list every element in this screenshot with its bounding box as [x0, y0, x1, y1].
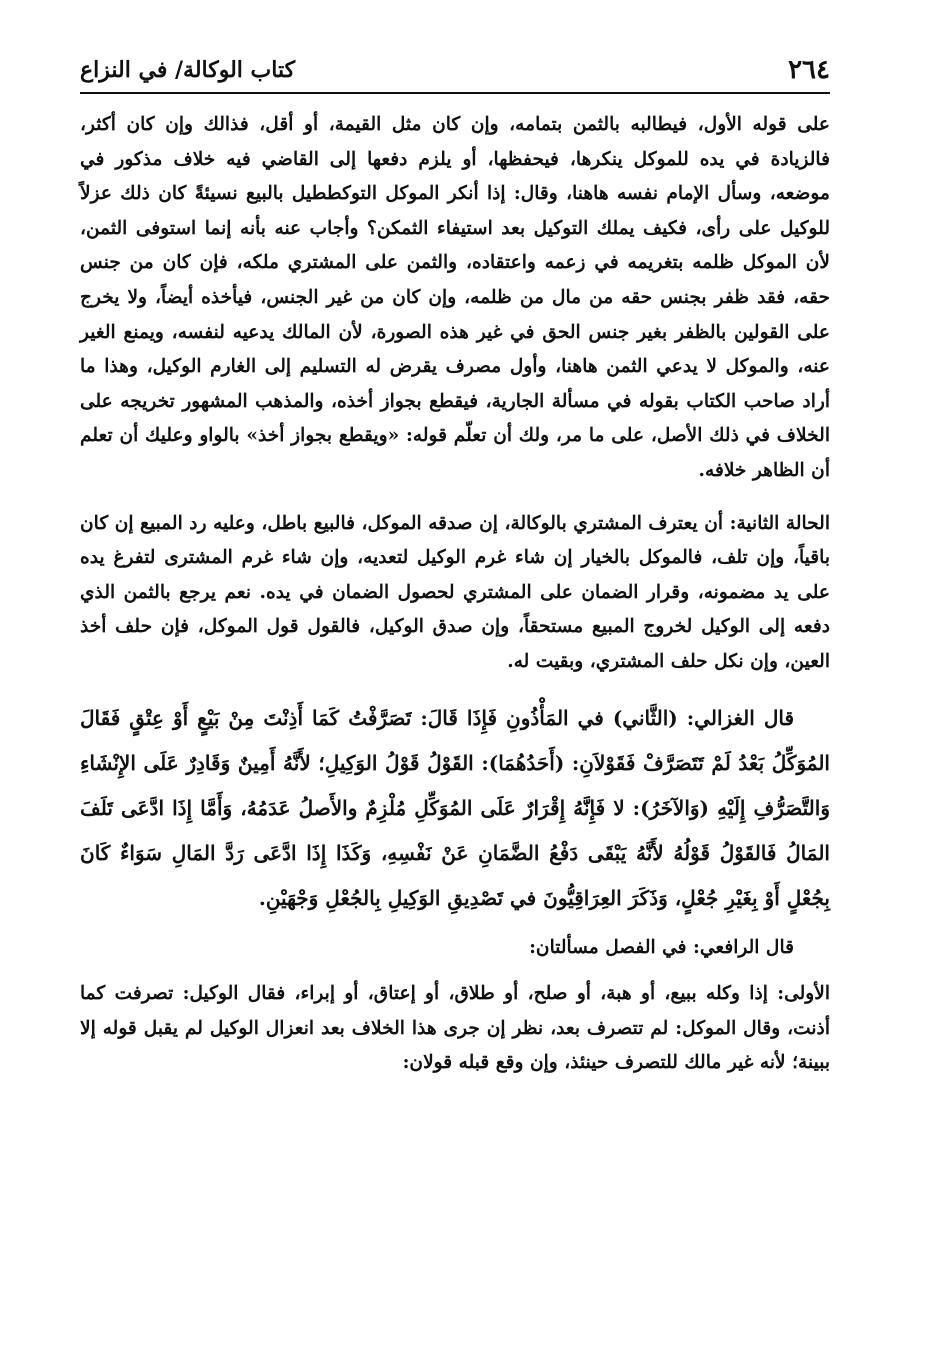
ghazali-vocalized-text: (الثَّاني) في المَأْذُونِ فَإِذَا قَالَ: تَصَرَّفْتُ كَمَا أَذِنْتَ مِنْ بَيْعٍ أَوْ عِتْقٍ فَقَالَ المُوَكِّلُ بَعْدُ لَمْ تَتَصَرَّفْ فَقَوْلاَنِ: (أَحَدُهُمَا): القَوْلُ قَوْلُ الوَكِيلِ؛ لأَنَّهُ أَمِينٌ وَقَادِرٌ عَلَى الإِنْشَاءِ وَالتَّصَرُّفِ إِلَيْهِ (وَالآخَرُ): لا فَإِنَّهُ إِقْرَارٌ عَلَى المُوَكِّلِ مُلْزِمٌ والأَصلُ عَدَمُهُ، وَأَمَّا إِذَا ادَّعَى تَلَفَ المَالُ فَالقَوْلُ قَوْلُهُ لأَنَّهُ يَبْقَى دَفْعُ الضَّمَانِ عَنْ نَفْسِهِ، وَكَذَا إِذَا ادَّعَى رَدَّ المَالِ سَوَاءٌ كَانَ بِجُعْلٍ أَوْ بِغَيْرِ جُعْلٍ، وَذَكَرَ العِرَاقِيُّونَ في تَصْدِيقِ الوَكِيلِ بِالجُعْلِ وَجْهَيْنِ.	[80, 705, 830, 910]
page-number: ٢٦٤	[788, 55, 830, 85]
page-body	[80, 108, 830, 1081]
page-header	[80, 48, 830, 94]
first-issue-label: الأولى:	[777, 983, 830, 1005]
paragraph-first-issue	[80, 977, 830, 1081]
second-case-text: أن يعترف المشتري بالوكالة، إن صدقه الموكل، فالبيع باطل، وعليه رد المبيع إن كان باقياً، وإن تلف، فالموكل بالخيار إن شاء غرم الوكيل لتعديه، وإن شاء غرم المشترى لتفرغ يده على يد مضمونه، وقرار الضمان على المشتري لحصول الضمان في يده. نعم يرجع بالثمن الذي دفعه إلى الوكيل لخروج المبيع مستحقاً، وإن صدق الوكيل، فالقول قول الموكل، فإن حلف أخذ العين، وإن نكل حلف المشتري، وبقيت له.	[80, 512, 830, 672]
rafii-intro: قال الرافعي: في الفصل مسألتان:	[529, 936, 794, 958]
first-issue-text: إذا وكله ببيع، أو هبة، أو صلح، أو طلاق، أو إعتاق، أو إبراء، فقال الوكيل: تصرفت كما أذنت، وقال الموكل: لم تتصرف بعد، نظر إن جرى هذا الخلاف بعد انعزال الوكيل لم يقبل قوله إلا ببينة؛ لأنه غير مالك للتصرف حينئذ، وإن وقع قبله قولان:	[80, 983, 830, 1074]
ghazali-intro: قال الغزالي:	[686, 705, 795, 730]
running-title: كتاب الوكالة/ في النزاع	[80, 57, 296, 83]
second-case-label: الحالة الثانية:	[729, 512, 830, 534]
paragraph-rafii-intro	[80, 931, 830, 966]
paragraph-second-case	[80, 507, 830, 680]
paragraph-commentary: على قوله الأول، فيطالبه بالثمن بتمامه، وإن كان مثل القيمة، أو أقل، فذالك وإن كان أكثر، فالزيادة في يده للموكل ينكرها، فيحفظها، أو يلزم دفعها إلى القاضي فيه خلاف مذكور في موضعه، وسأل الإمام نفسه هاهنا، وقال: إذا أنكر الموكل التوكططيل بالبيع نسيئةً كان ذلك عزلاً للوكيل على رأى، فكيف يملك التوكيل بعد استيفاء الثمكن؟ وأجاب عنه بأنه إنما استوفى الثمن، لأن الموكل ظلمه بتغريمه في زعمه واعتقاده، والثمن على المشتري ملكه، فإن كان من جنس حقه، فقد ظفر بجنس حقه من مال من ظلمه، وإن كان من غير الجنس، فيأخذه أيضاً، ولا يخرج على القولين بالظفر بغير جنس الحق في غير هذه الصورة، لأن المالك يدعيه لنفسه، ويمنع الغير عنه، والموكل لا يدعي الثمن هاهنا، وأول مصرف يقرض له التسليم إلى الغارم الوكيل، وهذا ما أراد صاحب الكتاب بقوله في مسألة الجارية، فيقطع بجواز أخذه، والمذهب المشهور تخريجه على الخلاف في ذلك الأصل، على ما مر، ولك أن تعلّم قوله: «ويقطع بجواز أخذ» بالواو وعليك أن تعلم أن الظاهر خلافه.	[80, 114, 830, 481]
paragraph-ghazali-text	[80, 696, 830, 921]
